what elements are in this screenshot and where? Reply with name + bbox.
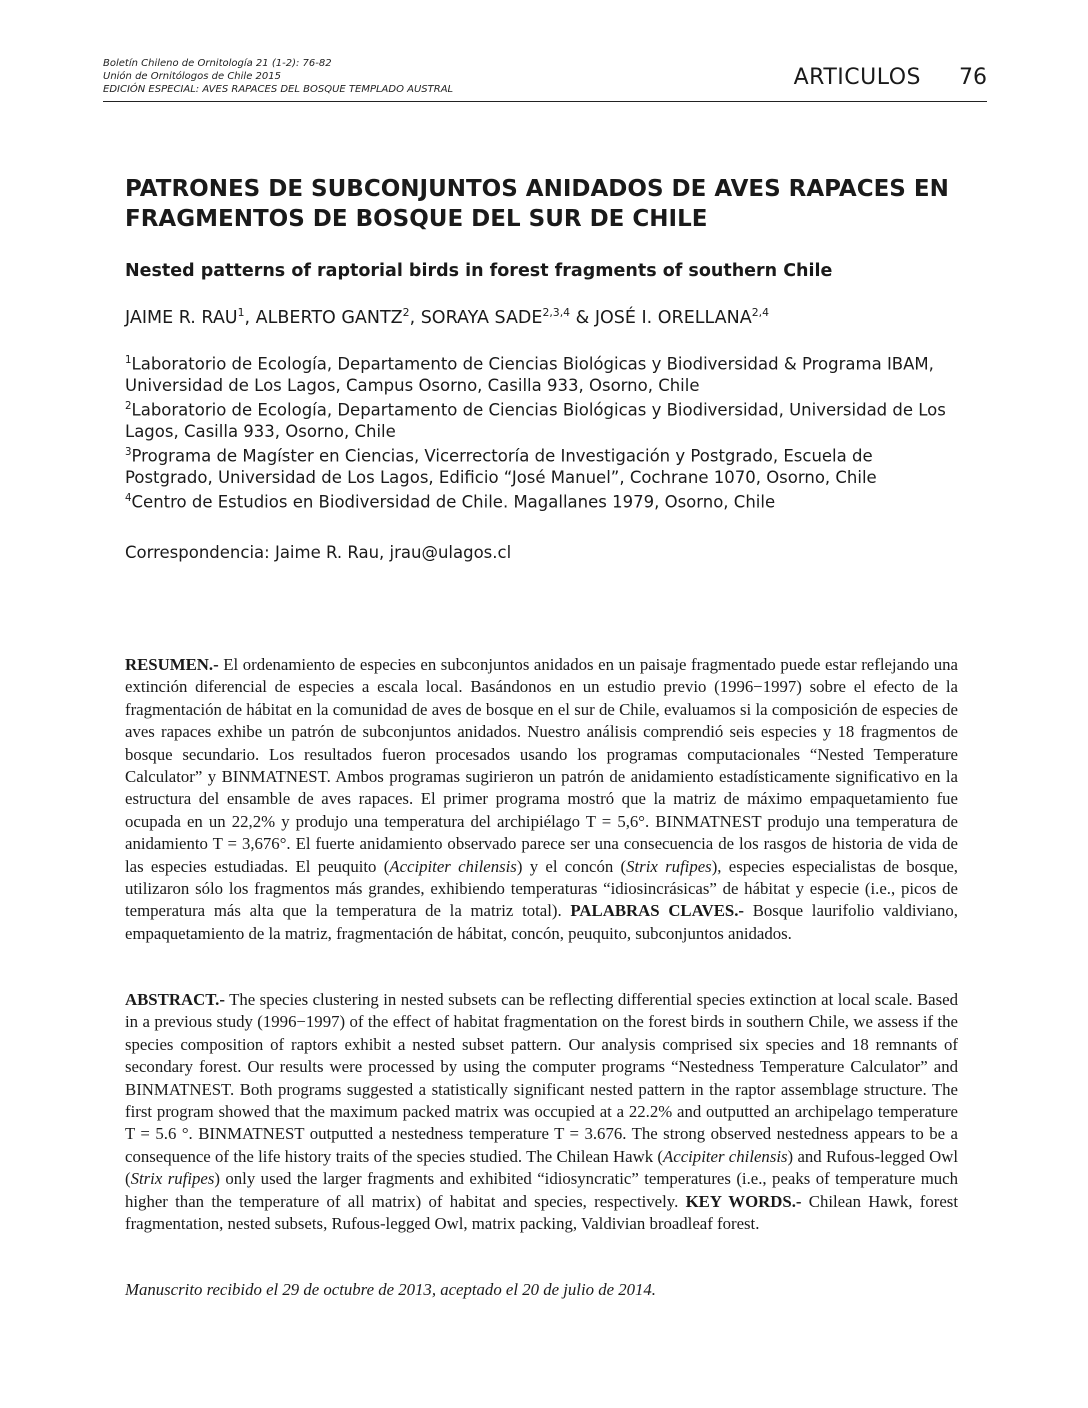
article-title — [125, 174, 965, 234]
species-name: Accipiter chilensis — [389, 856, 517, 876]
title-line-2: FRAGMENTOS DE BOSQUE DEL SUR DE CHILE — [125, 206, 708, 232]
author-list — [125, 306, 965, 328]
species-name: Strix rufipes — [130, 1169, 215, 1189]
correspondence: Correspondencia: Jaime R. Rau, jrau@ulagos.cl — [125, 543, 512, 562]
resumen-paragraph — [125, 654, 958, 945]
resumen-text: ), especies especialistas de bosque, utilizaron sólo los fragmentos más grandes, exhibiendo temperaturas “idiosincrásicas” de hábitat y especie (i.e., picos de temperatura más alta que la temperatura de la matriz total). — [125, 856, 958, 921]
author-separator: & — [570, 307, 595, 328]
page-number: 76 — [959, 65, 987, 90]
author-name: JAIME R. RAU — [125, 307, 238, 328]
resumen-text: ) y el concón ( — [516, 856, 627, 876]
keywords-text: Chilean Hawk, forest fragmentation, nested subsets, Rufous-legged Owl, matrix packing, Valdivian broadleaf forest. — [125, 1191, 958, 1234]
affiliation-text: Laboratorio de Ecología, Departamento de Ciencias Biológicas y Biodiversidad & Programa IBAM, Universidad de Los Lagos, Campus Osorno, Casilla 933, Osorno, Chile — [125, 354, 934, 395]
abstract-label: ABSTRACT.- — [125, 990, 225, 1009]
keywords-text: Bosque laurifolio valdiviano, empaquetamiento de la matriz, fragmentación de hábitat, concón, peuquito, subconjuntos anidados. — [125, 901, 958, 943]
author-name: JOSÉ I. ORELLANA — [594, 307, 752, 328]
affiliation-text: Programa de Magíster en Ciencias, Vicerrectoría de Investigación y Postgrado, Escuela de Postgrado, Universidad de Los Lagos, Edificio “José Manuel”, Cochrane 1070, Osorno, Chile — [125, 446, 877, 487]
section-label: ARTICULOS — [793, 65, 921, 90]
abstract-text: ) and Rufous-legged Owl ( — [125, 1146, 958, 1189]
abstract-paragraph — [125, 989, 958, 1235]
affiliation-number: 1 — [125, 355, 132, 366]
english-title: Nested patterns of raptorial birds in forest fragments of southern Chile — [125, 261, 833, 281]
resumen-label: RESUMEN.- — [125, 655, 219, 674]
author-name: SORAYA SADE — [420, 307, 543, 328]
abstract-text: The species clustering in nested subsets can be reflecting differential species extinction at local scale. Based in a previous study (1996−1997) of the effect of habitat fragmentation on the forest birds in southern Chile, we assess if the species composition of raptors exhibit a nested subset pattern. Our analysis comprised six species and 18 remnants of secondary forest. Our results were processed by using the computer programs “Nestedness Temperature Calculator” and BINMATNEST. Both programs suggested a statistically significant nested pattern in the raptor assemblage structure. The first program showed that the maximum packed matrix was occupied at a 22.2% and outputted an archipelago temperature T = 5.6 °. BINMATNEST outputted a nestedness temperature T = 3.676. The strong observed nestedness appears to be a consequence of the life history traits of the species studied. The Chilean Hawk ( — [125, 990, 958, 1166]
species-name: Accipiter chilensis — [663, 1146, 788, 1166]
abstract-text: ) only used the larger fragments and exhibited “idiosyncratic” temperatures (i.e., peaks of temperature much higher than the temperature of all matrix) of habitat and species, respectively. — [125, 1169, 958, 1211]
author-separator: , — [409, 307, 421, 328]
manuscript-dates: Manuscrito recibido el 29 de octubre de 2013, aceptado el 20 de julio de 2014. — [125, 1280, 656, 1299]
journal-special-edition: EDICIÓN ESPECIAL: AVES RAPACES DEL BOSQUE TEMPLADO AUSTRAL — [103, 84, 454, 95]
author-affiliation-mark: 2 — [402, 306, 410, 319]
header-rule — [103, 101, 987, 102]
author-affiliation-mark: 2,3,4 — [542, 306, 571, 319]
author-separator: , — [244, 307, 256, 328]
affiliation-item — [125, 488, 960, 513]
journal-meta — [103, 57, 453, 96]
resumen-text: El ordenamiento de especies en subconjuntos anidados en un paisaje fragmentado puede estar reflejando una extinción diferencial de especies a escala local. Basándonos en un estudio previo (1996−1997) sobre el efecto de la fragmentación de hábitat en la comunidad de aves de bosque en el sur de Chile, evaluamos si la composición de especies de aves rapaces exhibe un patrón de subconjuntos anidados. Nuestro análisis comprendió seis especies y 18 fragmentos de bosque secundario. Los resultados fueron procesados usando los programas computacionales “Nested Temperature Calculator” y BINMATNEST. Ambos programas sugirieron un patrón de anidamiento estadísticamente significativo en la estructura del ensamble de aves rapaces. El primer programa mostró que la matriz de máximo empaquetamiento fue ocupada en un 22,2% y produjo una temperatura del archipiélago T = 5,6°. BINMATNEST produjo una temperatura de anidamiento T = 3,676°. El fuerte anidamiento observado parece ser una consecuencia de los rasgos de historia de vida de las especies estudiadas. El peuquito ( — [125, 655, 958, 876]
affiliations — [125, 350, 960, 513]
journal-citation: Boletín Chileno de Ornitología 21 (1-2): 76-82 — [103, 58, 332, 69]
keywords-label: PALABRAS CLAVES.- — [570, 901, 745, 921]
affiliation-number: 4 — [125, 493, 132, 505]
affiliation-text: Centro de Estudios en Biodiversidad de Chile. Magallanes 1979, Osorno, Chile — [131, 492, 776, 512]
affiliation-number: 2 — [125, 401, 132, 413]
species-name: Strix rufipes — [626, 856, 712, 876]
affiliation-text: Laboratorio de Ecología, Departamento de Ciencias Biológicas y Biodiversidad, Universidad de Los Lagos, Casilla 933, Osorno, Chile — [125, 400, 946, 441]
keywords-label: KEY WORDS.- — [685, 1191, 802, 1211]
affiliation-item — [125, 396, 960, 442]
affiliation-item — [125, 350, 960, 396]
page-header — [103, 57, 987, 107]
author-affiliation-mark: 1 — [237, 306, 245, 319]
author-name: ALBERTO GANTZ — [255, 307, 403, 328]
affiliation-number: 3 — [125, 447, 132, 459]
affiliation-item — [125, 442, 960, 488]
title-line-1: PATRONES DE SUBCONJUNTOS ANIDADOS DE AVES RAPACES EN — [125, 176, 949, 202]
journal-publisher: Unión de Ornitólogos de Chile 2015 — [103, 71, 281, 82]
author-affiliation-mark: 2,4 — [751, 306, 769, 319]
